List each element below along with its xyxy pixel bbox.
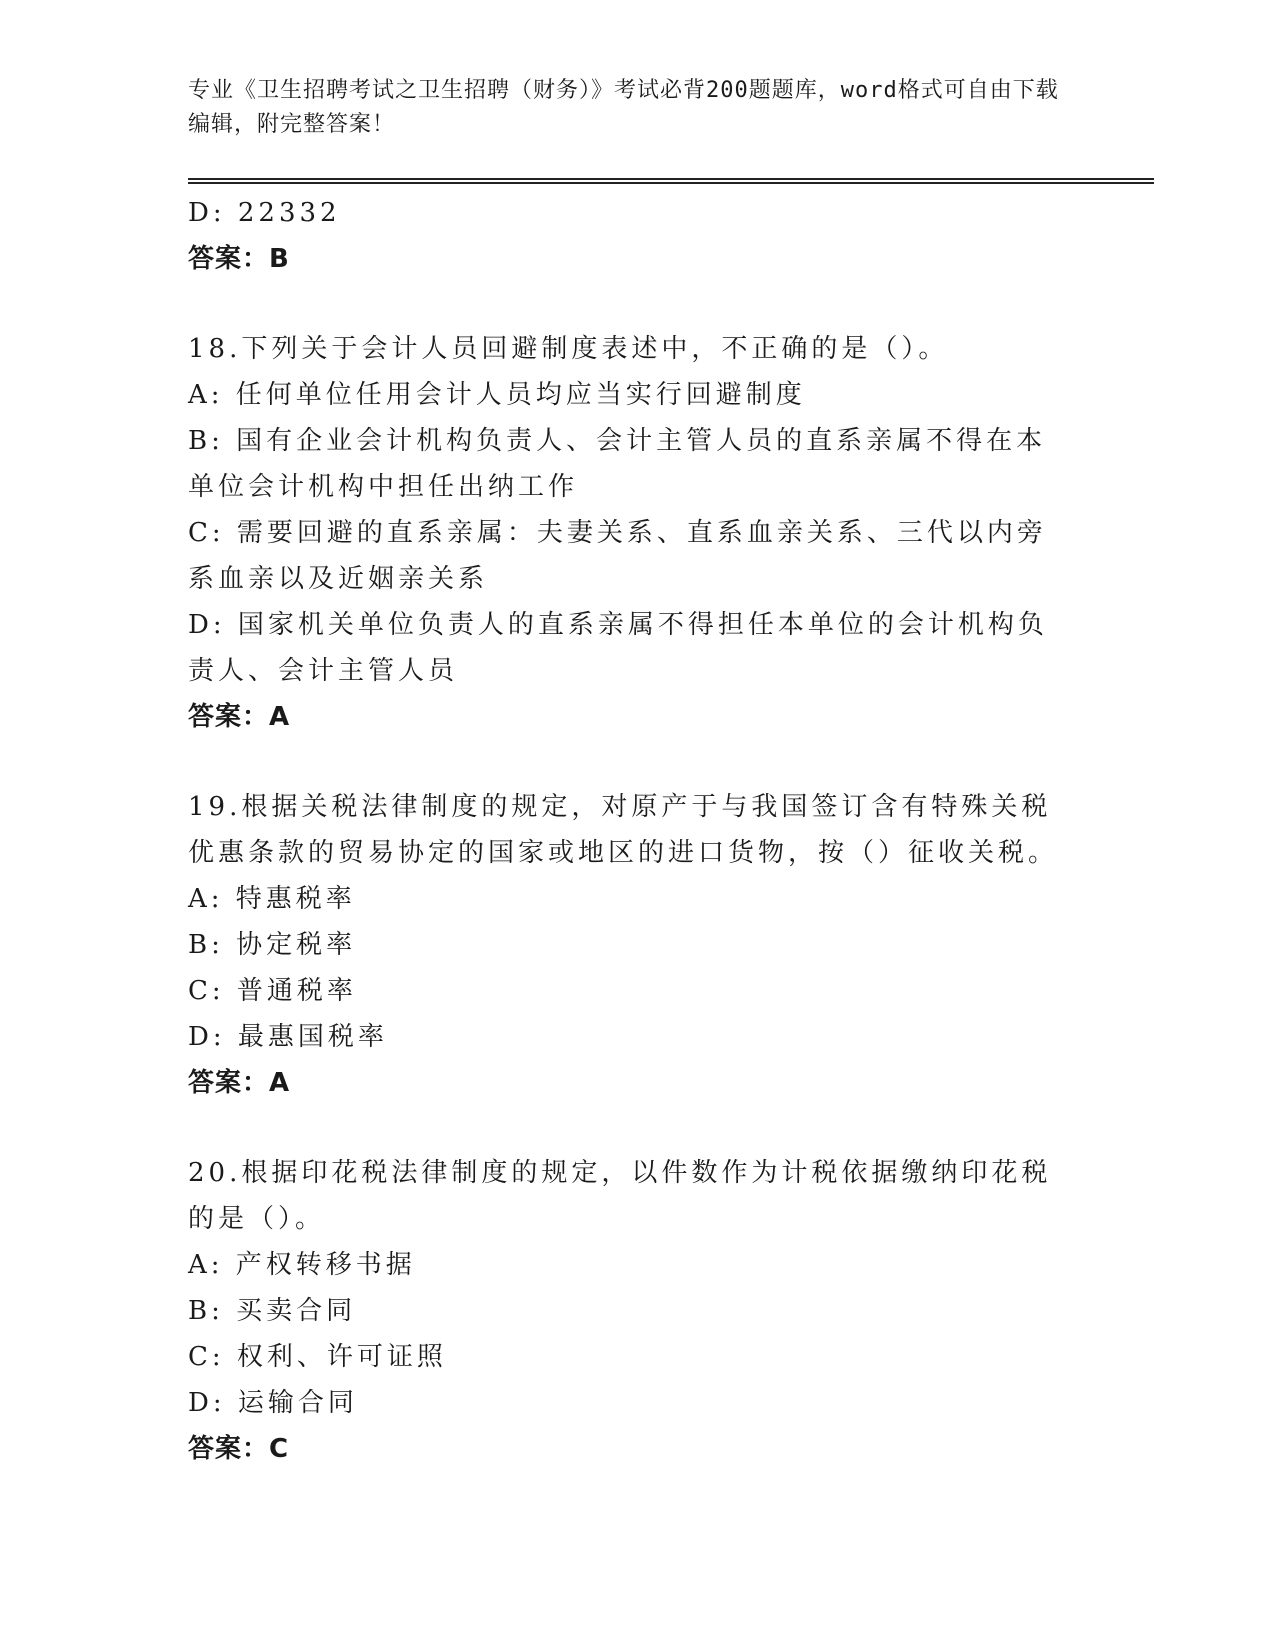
page-header: 专业《卫生招聘考试之卫生招聘（财务）》考试必背200题题库，word格式可自由下载编辑，附完整答案！: [188, 78, 1059, 137]
answer: 答案：A: [188, 1068, 291, 1098]
spacer: [188, 740, 1068, 784]
question-18: [188, 326, 1068, 740]
option-a: A: 产权转移书据: [188, 1250, 416, 1280]
question-stem: 19.根据关税法律制度的规定，对原产于与我国签订含有特殊关税优惠条款的贸易协定的国家或地区的进口货物，按（）征收关税。: [188, 792, 1059, 868]
previous-option-d: D: 22332: [188, 198, 341, 228]
question-stem: 18.下列关于会计人员回避制度表述中，不正确的是（）。: [188, 334, 949, 364]
option-d: D: 国家机关单位负责人的直系亲属不得担任本单位的会计机构负责人、会计主管人员: [188, 610, 1048, 686]
option-b: B: 国有企业会计机构负责人、会计主管人员的直系亲属不得在本单位会计机构中担任出纳工作: [188, 426, 1047, 502]
spacer: [188, 1106, 1068, 1150]
option-a: A: 任何单位任用会计人员均应当实行回避制度: [188, 380, 806, 410]
header-divider-bottom: [188, 182, 1154, 184]
previous-answer: 答案：B: [188, 244, 290, 274]
option-c: C: 需要回避的直系亲属：夫妻关系、直系血亲关系、三代以内旁系血亲以及近姻亲关系: [188, 518, 1047, 594]
spacer: [188, 282, 1068, 326]
question-stem: 20.根据印花税法律制度的规定，以件数作为计税依据缴纳印花税的是（）。: [188, 1158, 1052, 1234]
option-b: B: 协定税率: [188, 930, 357, 960]
question-content: [188, 190, 1068, 1472]
option-d: D: 最惠国税率: [188, 1022, 388, 1052]
option-c: C: 普通税率: [188, 976, 357, 1006]
header-divider-top: [188, 178, 1154, 180]
option-c: C: 权利、许可证照: [188, 1342, 447, 1372]
question-20: [188, 1150, 1068, 1472]
answer: 答案：C: [188, 1434, 290, 1464]
question-19: [188, 784, 1068, 1106]
option-a: A: 特惠税率: [188, 884, 356, 914]
option-b: B: 买卖合同: [188, 1296, 357, 1326]
option-d: D: 运输合同: [188, 1388, 358, 1418]
answer: 答案：A: [188, 702, 291, 732]
